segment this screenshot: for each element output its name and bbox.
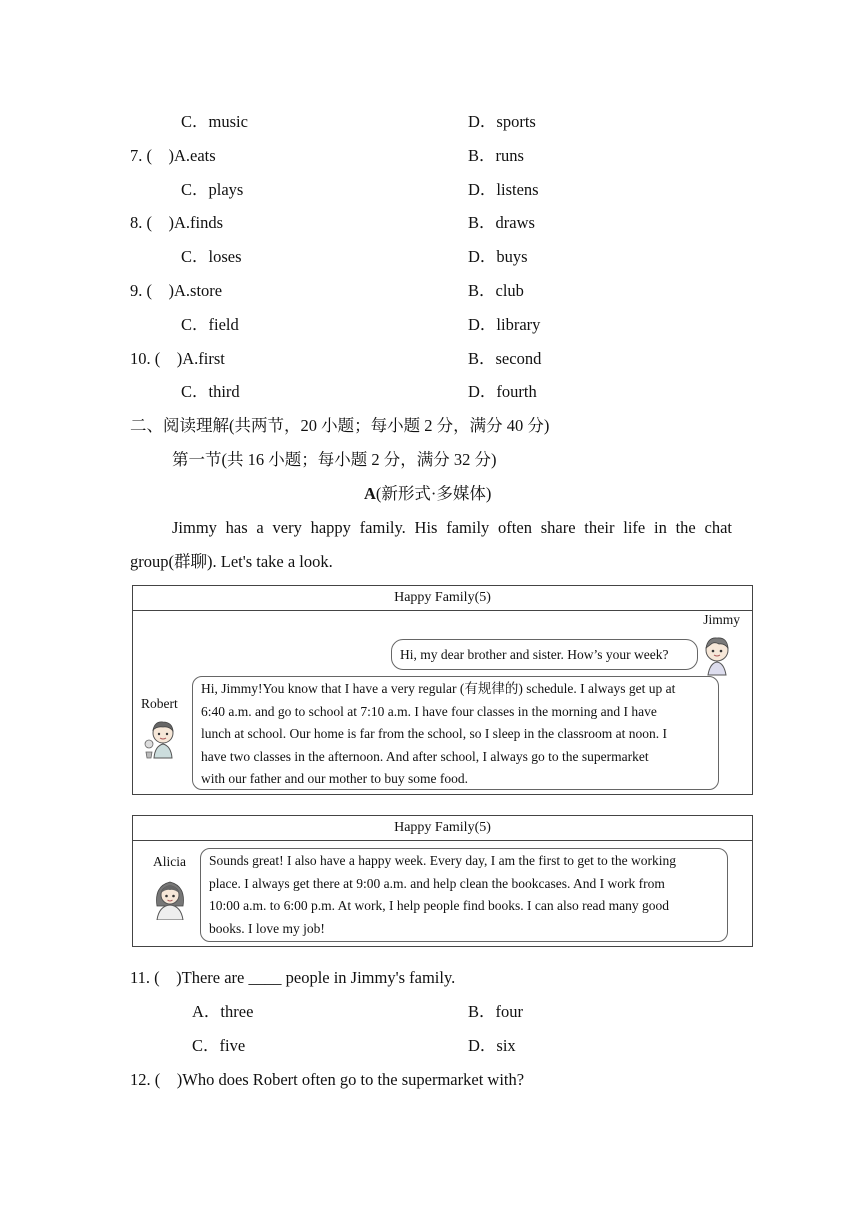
q11-option-a: A．three — [192, 1002, 254, 1021]
alicia-message-bubble: Sounds great! I also have a happy week. Every day, I am the first to get to the working place. I always get there at 9:00 a.m. and help clean the bookcases. And I work from 10:00 a.m. to 6:00 p.m. At work, I help people find books. I can also read many good books. I love my job! — [200, 848, 728, 942]
alicia-name: Alicia — [153, 854, 186, 869]
q10-option-c: C．third — [181, 382, 240, 401]
alicia-avatar-icon — [150, 876, 190, 920]
q11-stem: 11. ( )There are ____ people in Jimmy's family. — [130, 968, 456, 987]
q7-option-c: C．plays — [181, 180, 244, 199]
passage-title: A(新形式·多媒体) — [364, 484, 492, 503]
q7-option-b: B．runs — [468, 146, 524, 165]
q8-option-b: B．draws — [468, 213, 535, 232]
q8-option-c: C．loses — [181, 247, 242, 266]
q7-option-d: D．listens — [468, 180, 539, 199]
q11-option-b: B．four — [468, 1002, 523, 1021]
intro-line-1: Jimmy has a very happy family. His family often share their life in the chat — [172, 518, 732, 537]
q11-option-d: D．six — [468, 1036, 516, 1055]
intro-line-2: group(群聊). Let's take a look. — [130, 552, 333, 571]
q12-stem: 12. ( )Who does Robert often go to the supermarket with? — [130, 1070, 525, 1089]
q10-stem: 10. ( )A.first — [130, 349, 225, 368]
chat-title: Happy Family(5) — [133, 816, 752, 841]
section-heading: 二、阅读理解(共两节，20 小题；每小题 2 分，满分 40 分) — [130, 416, 550, 435]
chat-window-1 — [132, 585, 753, 795]
part-heading: 第一节(共 16 小题；每小题 2 分，满分 32 分) — [172, 450, 497, 469]
q9-option-d: D．library — [468, 315, 541, 334]
jimmy-avatar-icon — [702, 634, 732, 676]
jimmy-message-bubble: Hi, my dear brother and sister. How’s your week? — [391, 639, 698, 670]
q7-stem: 7. ( )A.eats — [130, 146, 216, 165]
q6-option-c: C．music — [181, 112, 248, 131]
robert-name: Robert — [141, 696, 178, 711]
q9-option-c: C．field — [181, 315, 239, 334]
q8-option-d: D．buys — [468, 247, 528, 266]
jimmy-name: Jimmy — [703, 612, 740, 627]
q10-option-d: D．fourth — [468, 382, 537, 401]
q10-option-b: B．second — [468, 349, 542, 368]
q6-option-d: D．sports — [468, 112, 536, 131]
q9-option-b: B．club — [468, 281, 524, 300]
robert-avatar-icon — [143, 718, 179, 760]
q8-stem: 8. ( )A.finds — [130, 213, 224, 232]
chat-window-2 — [132, 815, 753, 947]
q9-stem: 9. ( )A.store — [130, 281, 223, 300]
q11-option-c: C．five — [192, 1036, 246, 1055]
robert-message-bubble: Hi, Jimmy!You know that I have a very regular (有规律的) schedule. I always get up at 6:40 a.m. and go to school at 7:10 a.m. I have four classes in the morning and I have lunch at school. Our home is far from the school, so I sleep in the classroom at noon. I have two classes in the afternoon. And after school, I always go to the supermarket with our father and our mother to buy some food. — [192, 676, 719, 790]
chat-title: Happy Family(5) — [133, 586, 752, 611]
